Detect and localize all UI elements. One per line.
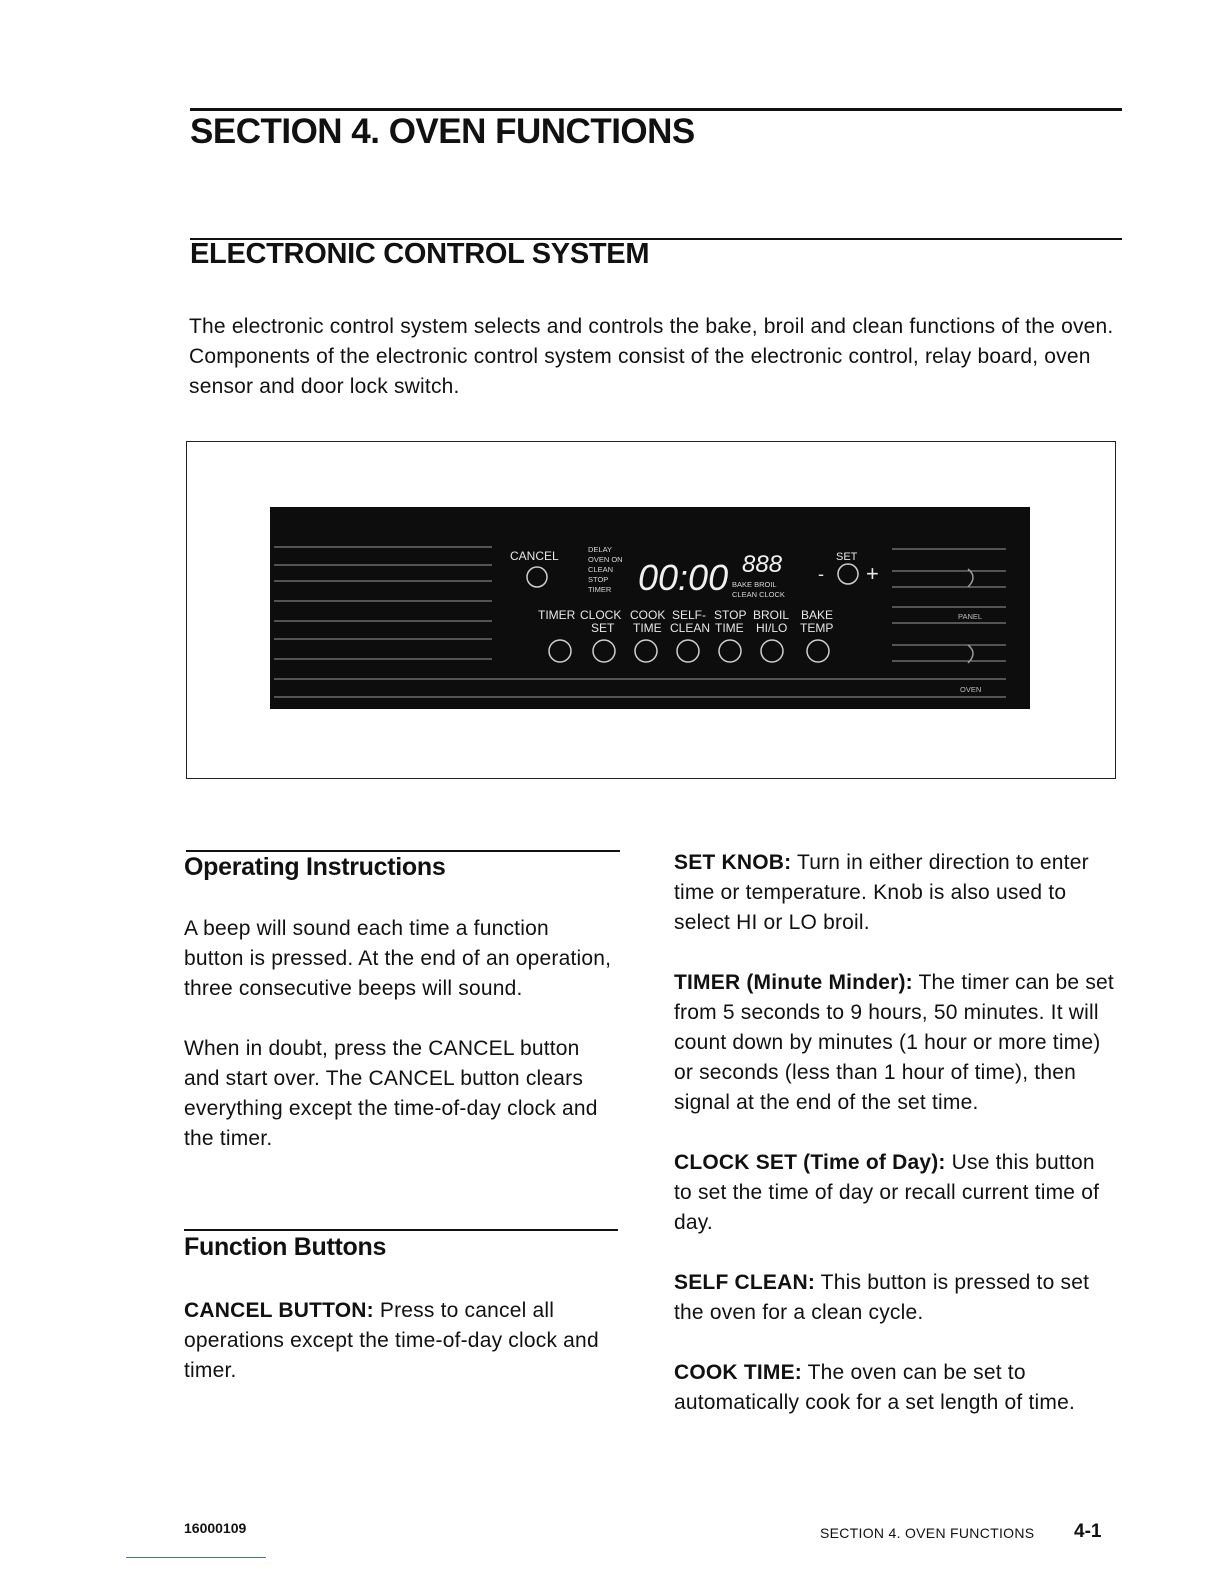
intro-paragraph: The electronic control system selects and controls the bake, broil and clean functions of the oven. Components of the electronic control system consist of the electronic control, relay board, oven sensor and door lock switch. (189, 315, 1114, 398)
control-panel-figure (186, 441, 1116, 779)
function-rule (184, 1229, 618, 1231)
cook-time-description: The oven can be set to automatically cook for a set length of time. (674, 1361, 1075, 1414)
cook-time-term: COOK TIME: (674, 1361, 802, 1384)
label-time: TIME (633, 621, 662, 635)
doubt-paragraph: When in doubt, press the CANCEL button and start over. The CANCEL button clears everything except the time-of-day clock and the timer. (184, 1037, 598, 1150)
clock-set-paragraph (674, 1148, 1114, 1238)
subsection-title: ELECTRONIC CONTROL SYSTEM (190, 238, 650, 270)
page-number: 4-1 (1074, 1521, 1102, 1542)
set-knob-paragraph (674, 848, 1114, 938)
function-buttons-section (184, 1232, 614, 1416)
mode-label-bake-broil: BAKE BROIL (732, 580, 777, 589)
temperature-display: 888 (742, 551, 783, 578)
cancel-label: CANCEL (510, 549, 559, 563)
set-knob-description: Turn in either direction to enter time or temperature. Knob is also used to select HI or LO broil. (674, 851, 1089, 934)
label-set: SET (591, 621, 615, 635)
footer-stub-line (126, 1557, 266, 1558)
operating-instructions-heading: Operating Instructions (184, 853, 446, 881)
cancel-button-paragraph (184, 1296, 614, 1386)
label-cook: COOK (630, 608, 666, 622)
left-column (184, 852, 614, 1184)
mode-label-clean-clock: CLEAN CLOCK (732, 590, 785, 599)
document-number: 16000109 (184, 1520, 247, 1536)
label-clean: CLEAN (670, 621, 711, 635)
minus-sign: - (818, 564, 824, 584)
label-hilo: HI/LO (756, 621, 788, 635)
indicator-delay: DELAY (588, 545, 613, 554)
label-time-2: TIME (715, 621, 744, 635)
control-panel-illustration (186, 441, 1116, 779)
section-title: SECTION 4. OVEN FUNCTIONS (190, 112, 695, 151)
indicator-timer: TIMER (588, 585, 612, 594)
clock-set-description: Use this button to set the time of day or recall current time of day. (674, 1151, 1100, 1234)
label-broil: BROIL (753, 608, 790, 622)
cancel-term: CANCEL BUTTON: (184, 1299, 374, 1322)
label-clock: CLOCK (580, 608, 622, 622)
timer-paragraph (674, 968, 1114, 1118)
indicator-stop: STOP (588, 575, 609, 584)
timer-description: The timer can be set from 5 seconds to 9 hours, 50 minutes. It will count down by minutes (1 hour or more time) or seconds (less than 1 hour of time), then signal at the end of the set time. (674, 971, 1114, 1114)
clock-set-term: CLOCK SET (Time of Day): (674, 1151, 946, 1174)
self-clean-paragraph (674, 1268, 1114, 1328)
label-self: SELF- (672, 608, 707, 622)
label-stop: STOP (714, 608, 747, 622)
right-column (674, 848, 1114, 1448)
set-label: SET (836, 551, 858, 563)
label-bake: BAKE (801, 608, 834, 622)
indicator-oven-on: OVEN ON (588, 555, 623, 564)
self-clean-term: SELF CLEAN: (674, 1271, 816, 1294)
cook-time-paragraph (674, 1358, 1114, 1418)
clock-display: 00:00 (638, 557, 729, 598)
function-buttons-heading: Function Buttons (184, 1233, 387, 1261)
label-timer: TIMER (538, 608, 576, 622)
self-clean-description: This button is pressed to set the oven for a clean cycle. (674, 1271, 1090, 1324)
panel-knob-label: PANEL (958, 612, 983, 621)
section-rule (190, 108, 1122, 111)
oven-knob-label: OVEN (960, 685, 982, 694)
beep-paragraph: A beep will sound each time a function button is pressed. At the end of an operation, three consecutive beeps will sound. (184, 917, 612, 1000)
indicator-clean: CLEAN (588, 565, 614, 574)
set-knob-term: SET KNOB: (674, 851, 792, 874)
footer-section-label: SECTION 4. OVEN FUNCTIONS (820, 1525, 1035, 1541)
timer-term: TIMER (Minute Minder): (674, 971, 913, 994)
label-temp: TEMP (800, 621, 834, 635)
plus-sign: + (866, 561, 879, 586)
cancel-description: Press to cancel all operations except the time-of-day clock and timer. (184, 1299, 599, 1382)
